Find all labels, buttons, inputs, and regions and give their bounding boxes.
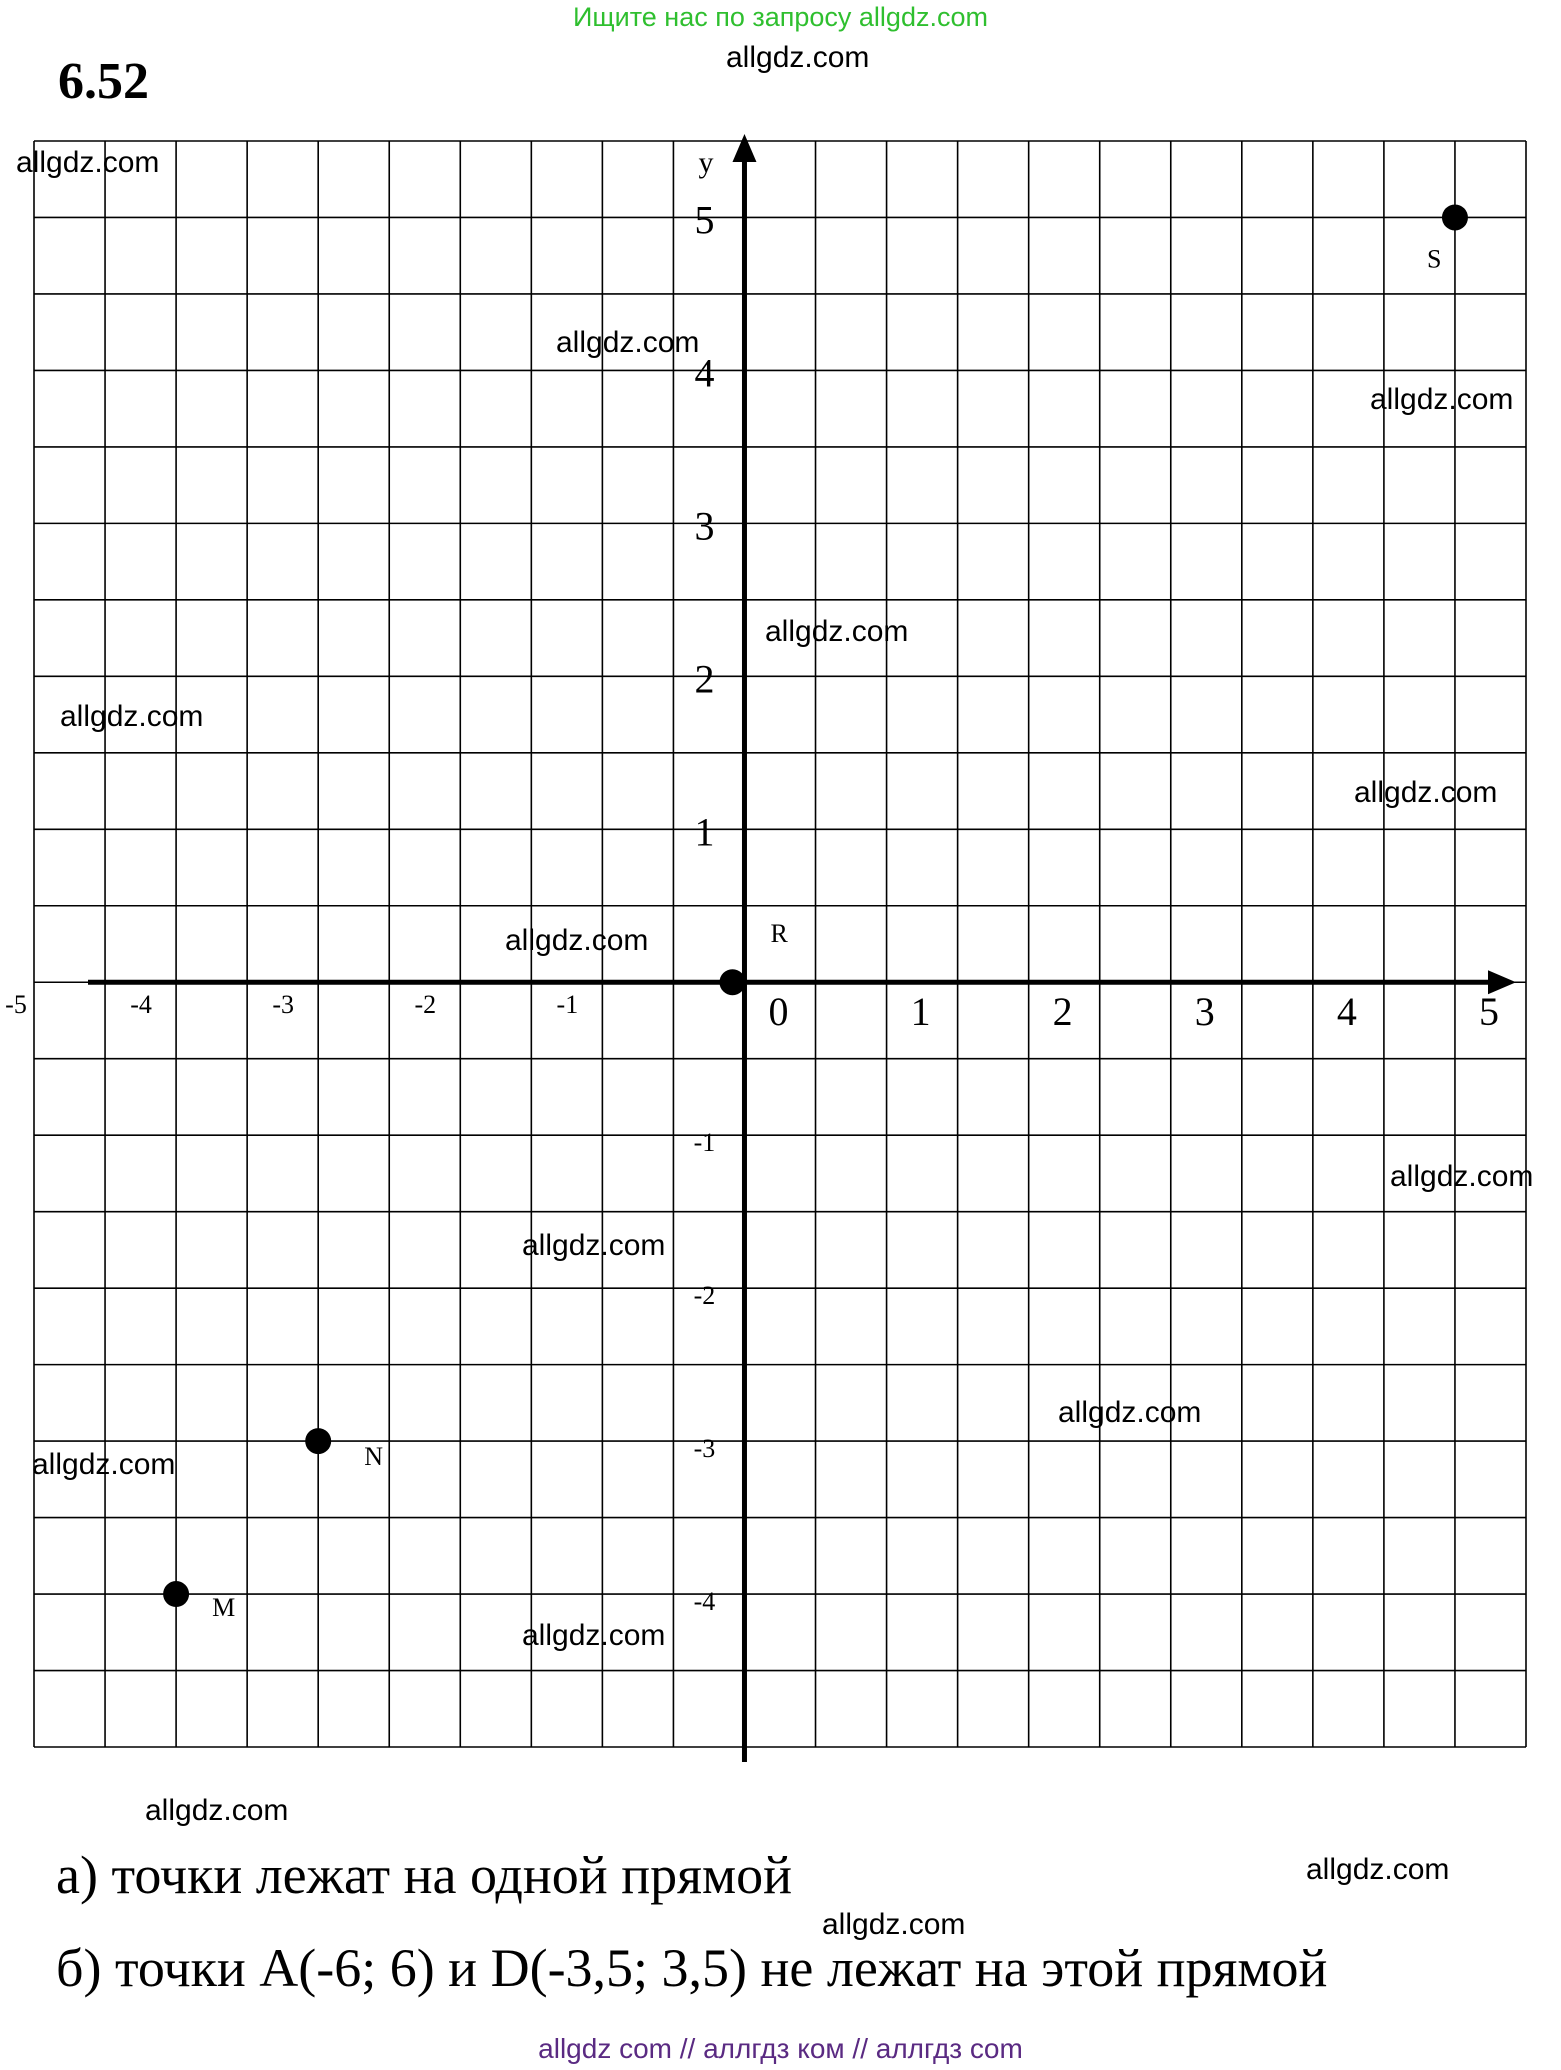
y-tick-label: 2 (694, 656, 715, 702)
watermark: allgdz.com (522, 1619, 666, 1652)
watermark: allgdz.com (32, 1448, 176, 1481)
x-tick-label: -1 (556, 990, 579, 1020)
y-tick-label: 1 (694, 809, 715, 855)
y-axis-arrow (732, 134, 756, 162)
watermark: allgdz.com (556, 326, 700, 359)
answer-a: а) точки лежат на одной прямой (56, 1845, 793, 1905)
point-label: R (770, 919, 788, 949)
x-tick-label: 5 (1478, 989, 1499, 1035)
x-tick-label: 0 (768, 989, 789, 1035)
watermark: allgdz.com (822, 1908, 966, 1941)
watermark: allgdz.com (522, 1229, 666, 1262)
point-m (163, 1581, 189, 1607)
x-tick-label: -4 (130, 990, 152, 1020)
y-axis-label: y (698, 146, 714, 179)
answer-b: б) точки A(-6; 6) и D(-3,5; 3,5) не лежат на этой прямой (56, 1938, 1328, 1998)
watermark: allgdz.com (505, 924, 649, 957)
y-tick-label: -3 (693, 1434, 716, 1464)
watermark: allgdz.com (1354, 776, 1498, 809)
point-label: M (212, 1593, 236, 1623)
watermark: allgdz.com (765, 615, 909, 648)
x-tick-label: -5 (5, 990, 27, 1020)
x-tick-label: 1 (910, 989, 931, 1035)
x-tick-label: 3 (1194, 989, 1215, 1035)
y-tick-label: -2 (693, 1281, 716, 1311)
watermark: allgdz.com (726, 41, 870, 74)
watermark: allgdz.com (16, 146, 160, 179)
y-tick-label: -4 (693, 1587, 716, 1617)
task-number: 6.52 (58, 53, 149, 110)
point-n (305, 1428, 331, 1454)
point-r (719, 969, 745, 995)
y-tick-label: 4 (694, 350, 715, 396)
x-tick-label: 4 (1336, 989, 1357, 1035)
point-label: N (364, 1442, 383, 1472)
point-label: S (1426, 244, 1442, 274)
watermark: allgdz.com (1370, 383, 1514, 416)
watermark: allgdz.com (1390, 1160, 1534, 1193)
watermark: allgdz.com (60, 700, 204, 733)
y-tick-label: 5 (694, 197, 715, 243)
watermark: allgdz.com (145, 1794, 289, 1827)
footer-links: allgdz com // аллгдз ком // аллгдз com (538, 2033, 1023, 2064)
x-tick-label: -3 (272, 990, 295, 1020)
x-tick-label: -2 (414, 990, 437, 1020)
search-banner: Ищите нас по запросу allgdz.com (573, 2, 988, 32)
watermark: allgdz.com (1058, 1396, 1202, 1429)
y-tick-label: 3 (694, 503, 715, 549)
x-tick-label: 2 (1052, 989, 1073, 1035)
point-s (1442, 204, 1468, 230)
watermark: allgdz.com (1306, 1853, 1450, 1886)
y-tick-label: -1 (693, 1128, 716, 1158)
